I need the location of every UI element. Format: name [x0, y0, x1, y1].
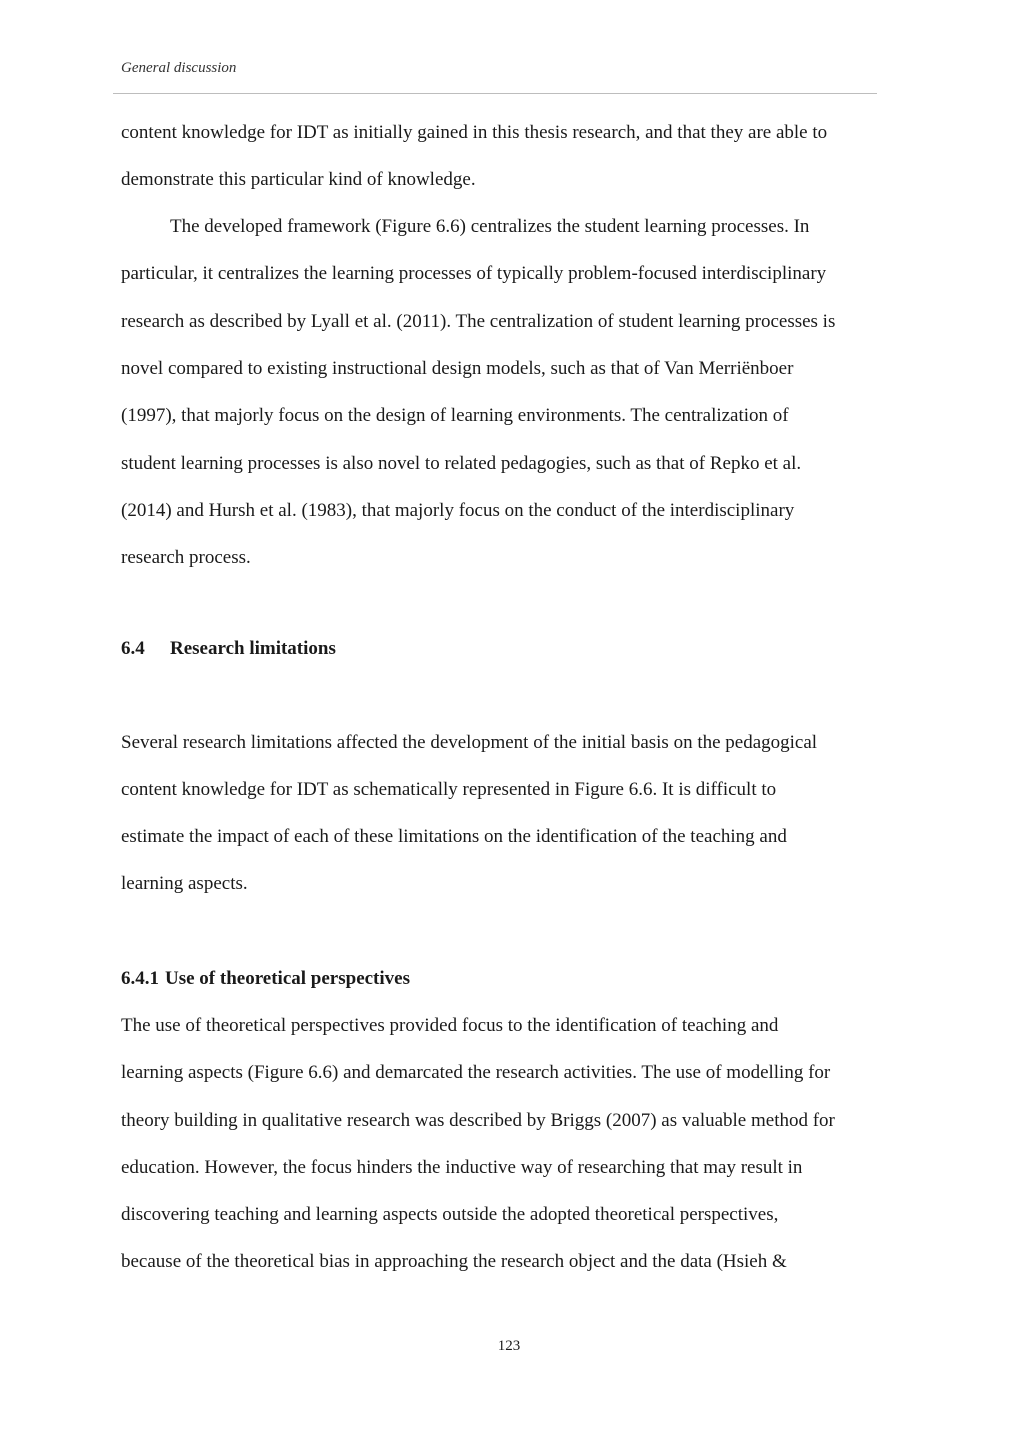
text-line: content knowledge for IDT as initially gained in this thesis research, and that they are able to [121, 122, 828, 143]
text-line: estimate the impact of each of these limitations on the identification of the teaching and [121, 826, 787, 847]
section-number: 6.4 [121, 638, 145, 659]
text-line: content knowledge for IDT as schematically represented in Figure 6.6. It is difficult to [121, 779, 777, 800]
subsection-title: Use of theoretical perspectives [165, 968, 410, 989]
section-heading [121, 637, 336, 661]
text-line: novel compared to existing instructional design models, such as that of Van Merriënboer [121, 358, 794, 379]
text-line: theory building in qualitative research was described by Briggs (2007) as valuable method for [121, 1110, 835, 1131]
text-line: because of the theoretical bias in approaching the research object and the data (Hsieh & [121, 1251, 787, 1272]
text-line: The use of theoretical perspectives provided focus to the identification of teaching and [121, 1015, 779, 1036]
text-line: research process. [121, 547, 251, 568]
header-rule [113, 93, 877, 94]
text-line: discovering teaching and learning aspects outside the adopted theoretical perspectives, [121, 1204, 779, 1225]
page-number: 123 [497, 1338, 521, 1354]
subsection-heading [121, 967, 410, 991]
text-line: (2014) and Hursh et al. (1983), that majorly focus on the conduct of the interdisciplinary [121, 500, 795, 521]
text-line: (1997), that majorly focus on the design of learning environments. The centralization of [121, 405, 789, 426]
text-line: particular, it centralizes the learning processes of typically problem-focused interdisciplinary [121, 263, 827, 284]
text-line: Several research limitations affected the development of the initial basis on the pedagogical [121, 732, 818, 753]
text-line: education. However, the focus hinders the inductive way of researching that may result in [121, 1157, 803, 1178]
text-line: learning aspects. [121, 873, 248, 894]
subsection-number: 6.4.1 [121, 968, 159, 989]
text-line: demonstrate this particular kind of knowledge. [121, 169, 476, 190]
running-header: General discussion [121, 60, 237, 76]
text-line: research as described by Lyall et al. (2011). The centralization of student learning processes is [121, 311, 836, 332]
text-line: student learning processes is also novel to related pedagogies, such as that of Repko et al. [121, 453, 802, 474]
text-line: The developed framework (Figure 6.6) centralizes the student learning processes. In [170, 216, 810, 237]
section-title: Research limitations [170, 638, 336, 659]
text-line: learning aspects (Figure 6.6) and demarcated the research activities. The use of modelling for [121, 1062, 831, 1083]
